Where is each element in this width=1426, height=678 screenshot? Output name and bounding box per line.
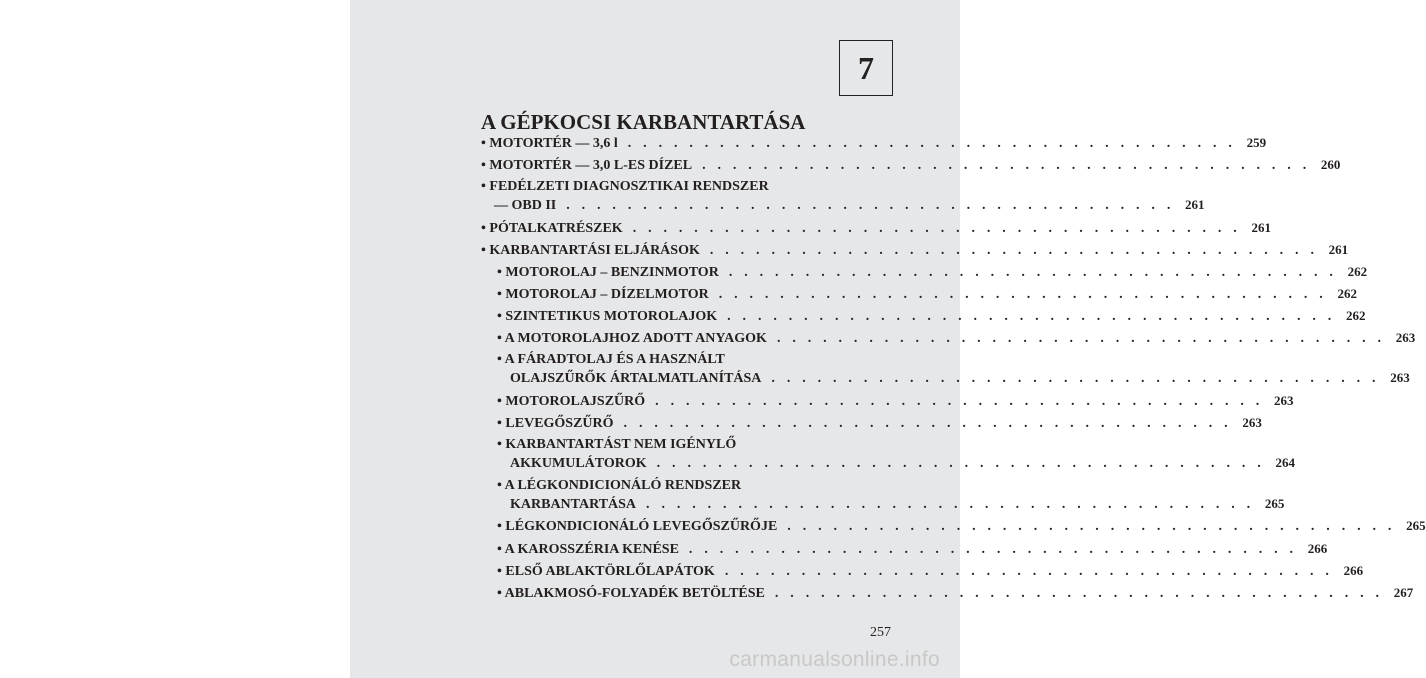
toc-entry-page: 263 [1395,330,1416,346]
manual-page [350,0,1426,678]
toc-leader-dots: . . . . . . . . . . . . . . . . . . . . . . . . . . . . . . . . . . . . . . . . [709,242,1319,258]
watermark [350,641,960,678]
toc-entry-title: • A MOTOROLAJHOZ ADOTT ANYAGOK [497,331,767,347]
toc-entry[interactable] [497,392,1294,411]
toc-entry[interactable] [497,517,1426,536]
toc-entry-page: 266 [1343,562,1364,578]
toc-entry-title: • KARBANTARTÁSI ELJÁRÁSOK [481,242,700,258]
toc-entry-title: • SZINTETIKUS MOTOROLAJOK [497,309,718,325]
toc-entry[interactable] [481,134,1267,153]
toc-entry-title: • FEDÉLZETI DIAGNOSZTIKAI RENDSZER [481,179,769,195]
toc-leader-dots: . . . . . . . . . . . . . . . . . . . . . . . . . . . . . . . . . . . . . . . . [776,331,1386,347]
toc-leader-dots: . . . . . . . . . . . . . . . . . . . . . . . . . . . . . . . . . . . . . . . . [724,563,1334,579]
toc-entry-title: — OBD II [494,198,557,214]
toc-leader-dots: . . . . . . . . . . . . . . . . . . . . . . . . . . . . . . . . . . . . . . . . [566,198,1175,214]
toc-entry-title: KARBANTARTÁSA [510,496,637,512]
toc-leader-dots: . . . . . . . . . . . . . . . . . . . . . . . . . . . . . . . . . . . . . . . . [702,158,1311,174]
toc-entry-page: 262 [1337,286,1358,302]
toc-entry[interactable] [497,307,1366,326]
toc-entry-title: • ABLAKMOSÓ-FOLYADÉK BETÖLTÉSE [497,585,765,601]
toc-entry-page: 264 [1275,455,1295,471]
toc-entry-title: • LEVEGŐSZŰRŐ [497,416,614,432]
toc-entry-title: AKKUMULÁTOROK [510,456,647,472]
toc-entry-title: • MOTOROLAJSZŰRŐ [497,394,646,409]
toc-entry-page: 262 [1345,308,1366,324]
blank-left-page [0,0,350,678]
toc-entry[interactable] [497,329,1416,348]
page-number: 257 [870,625,891,640]
toc-entry-title: • MOTOROLAJ – DÍZELMOTOR [497,287,709,303]
toc-entry[interactable] [497,540,1328,559]
toc-entry-title: • PÓTALKATRÉSZEK [481,220,623,236]
toc-entry[interactable] [497,584,1414,603]
toc-entry-page: 262 [1347,264,1368,279]
toc-leader-dots: . . . . . . . . . . . . . . . . . . . . . . . . . . . . . . . . . . . . . . . . [771,371,1380,387]
toc-leader-dots: . . . . . . . . . . . . . . . . . . . . . . . . . . . . . . . . . . . . . . . . [774,585,1384,601]
toc-entry[interactable] [497,436,1295,473]
toc-leader-dots: . . . . . . . . . . . . . . . . . . . . . . . . . . . . . . . . . . . . . . . . [787,519,1396,535]
toc-entry-title: • LÉGKONDICIONÁLÓ LEVEGŐSZŰRŐJE [497,519,778,535]
toc-leader-dots: . . . . . . . . . . . . . . . . . . . . . . . . . . . . . . . . . . . . . . . . [623,416,1232,432]
toc-leader-dots: . . . . . . . . . . . . . . . . . . . . . . . . . . . . . . . . . . . . . . . . [688,541,1298,557]
toc-leader-dots: . . . . . . . . . . . . . . . . . . . . . . . . . . . . . . . . . . . . . . . . [646,496,1255,512]
toc-entry-title: • MOTORTÉR — 3,0 L-ES DÍZEL [481,158,693,174]
toc-entry-title: • ELSŐ ABLAKTÖRLŐLAPÁTOK [497,563,715,579]
toc-entry-title: OLAJSZŰRŐK ÁRTALMATLANÍTÁSA [510,371,762,387]
toc-leader-dots: . . . . . . . . . . . . . . . . . . . . . . . . . . . . . . . . . . . . . . . . [655,394,1264,409]
toc-entry[interactable] [481,156,1341,175]
toc-entry[interactable] [497,414,1262,433]
chapter-title: A GÉPKOCSI KARBANTARTÁSA [481,110,806,134]
toc-entry-title: • MOTORTÉR — 3,6 l [481,136,618,151]
toc-entry-title: • KARBANTARTÁST NEM IGÉNYLŐ [497,437,737,453]
table-of-contents [350,0,1426,678]
toc-entry-page: 260 [1320,157,1341,173]
toc-entry-page: 263 [1242,415,1262,431]
toc-entry-page: 265 [1406,518,1426,534]
toc-entry-title: • A LÉGKONDICIONÁLÓ RENDSZER [497,477,742,493]
toc-entry-title: • MOTOROLAJ – BENZINMOTOR [497,265,719,280]
toc-entry-page: 266 [1307,540,1328,556]
toc-entry-page: 263 [1390,370,1410,386]
toc-entry-page: 263 [1273,393,1294,408]
toc-entry-page: 261 [1251,219,1272,235]
toc-entry[interactable] [497,285,1358,304]
toc-entry[interactable] [497,477,1285,514]
toc-entry[interactable] [481,241,1349,260]
toc-leader-dots: . . . . . . . . . . . . . . . . . . . . . . . . . . . . . . . . . . . . . . . . [727,309,1336,325]
toc-leader-dots: . . . . . . . . . . . . . . . . . . . . . . . . . . . . . . . . . . . . . . . . [627,136,1237,151]
toc-entry-page: 267 [1393,584,1414,600]
watermark-text: carmanualsonline.info [729,647,940,671]
toc-entry[interactable] [497,263,1368,282]
toc-leader-dots: . . . . . . . . . . . . . . . . . . . . . . . . . . . . . . . . . . . . . . . . [728,265,1338,280]
toc-entry-page: 261 [1328,241,1349,257]
toc-entry-page: 259 [1246,135,1267,150]
toc-entry-title: • A FÁRADTOLAJ ÉS A HASZNÁLT [497,352,725,368]
toc-leader-dots: . . . . . . . . . . . . . . . . . . . . . . . . . . . . . . . . . . . . . . . . [718,287,1328,303]
toc-entry-page: 265 [1264,495,1285,511]
toc-entry[interactable] [481,219,1272,238]
chapter-number: 7 [858,49,874,86]
toc-entry-page: 261 [1185,197,1205,213]
toc-entry[interactable] [481,178,1205,215]
toc-leader-dots: . . . . . . . . . . . . . . . . . . . . . . . . . . . . . . . . . . . . . . . . [656,456,1265,472]
toc-entry[interactable] [497,351,1410,388]
toc-entry[interactable] [497,562,1364,581]
toc-entry-title: • A KAROSSZÉRIA KENÉSE [497,541,679,557]
toc-leader-dots: . . . . . . . . . . . . . . . . . . . . . . . . . . . . . . . . . . . . . . . . [632,220,1242,236]
